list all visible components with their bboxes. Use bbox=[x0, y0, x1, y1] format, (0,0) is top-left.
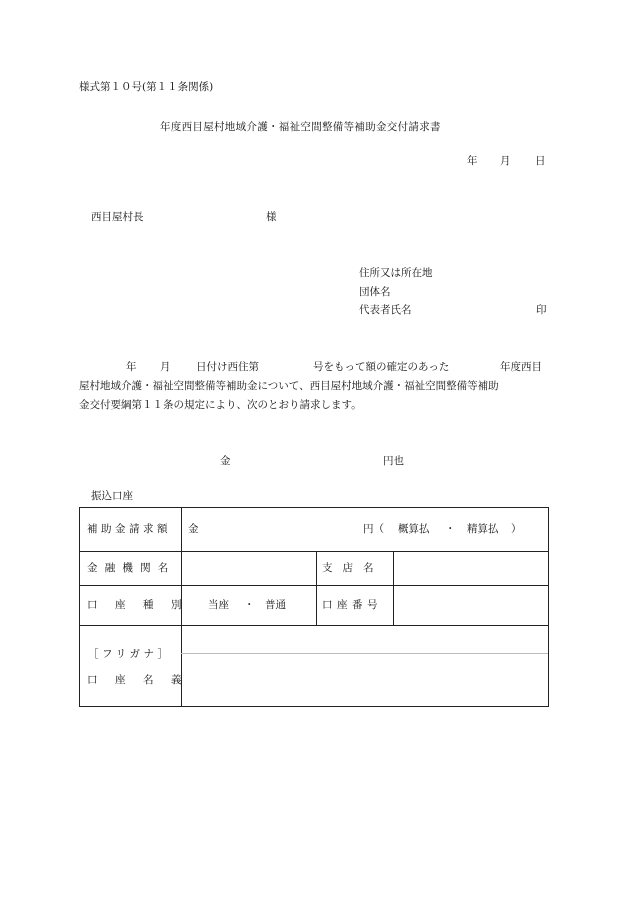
date-day: 日 bbox=[535, 155, 546, 167]
account-type-ordinary[interactable]: 普通 bbox=[265, 599, 286, 611]
body-number-text: 号をもって額の確定のあった bbox=[313, 361, 450, 373]
final-payment-option[interactable]: 精算払 bbox=[467, 523, 499, 535]
date-year: 年 bbox=[467, 155, 478, 167]
furigana-label: ［フリガナ］ bbox=[88, 648, 172, 660]
bank-name-label: 金融機関名 bbox=[87, 562, 176, 574]
body-date-text: 日付け西住第 bbox=[196, 361, 259, 373]
table-row-divider bbox=[80, 585, 548, 586]
request-amount-yen[interactable]: 円（ bbox=[363, 523, 384, 535]
close-paren: ） bbox=[511, 523, 522, 535]
account-type-label: 口座種別 bbox=[87, 599, 199, 611]
amount-suffix: 円也 bbox=[383, 455, 404, 467]
table-row-divider bbox=[80, 625, 548, 626]
form-number: 様式第１０号(第１１条関係) bbox=[79, 81, 214, 93]
bank-account-table bbox=[79, 507, 549, 707]
account-type-separator: ・ bbox=[244, 599, 255, 611]
date-month: 月 bbox=[500, 155, 511, 167]
seal-mark: 印 bbox=[536, 304, 547, 316]
organization-label: 団体名 bbox=[359, 286, 391, 298]
body-fiscal-year-text: 年度西目 bbox=[500, 361, 542, 373]
addressee-name: 西目屋村長 bbox=[91, 211, 144, 223]
document-title: 年度西目屋村地域介護・福祉空間整備等補助金交付請求書 bbox=[160, 121, 441, 133]
table-column-divider bbox=[393, 551, 394, 625]
address-label: 住所又は所在地 bbox=[359, 267, 433, 279]
account-type-current[interactable]: 当座 bbox=[208, 599, 229, 611]
estimated-payment-option[interactable]: 概算払 bbox=[398, 523, 430, 535]
body-year: 年 bbox=[126, 361, 137, 373]
table-column-divider bbox=[316, 551, 317, 625]
amount-prefix: 金 bbox=[220, 455, 231, 467]
payment-option-separator: ・ bbox=[445, 523, 456, 535]
furigana-divider bbox=[181, 653, 548, 654]
addressee-honorific: 様 bbox=[266, 211, 277, 223]
account-holder-label: 口座名義 bbox=[87, 674, 199, 686]
account-number-label: 口座番号 bbox=[322, 599, 382, 611]
branch-name-label: 支店名 bbox=[322, 562, 384, 574]
account-heading: 振込口座 bbox=[91, 490, 133, 502]
body-line-3: 金交付要綱第１１条の規定により、次のとおり請求します。 bbox=[79, 399, 362, 411]
request-amount-prefix: 金 bbox=[188, 523, 199, 535]
request-amount-label: 補助金請求額 bbox=[87, 523, 171, 535]
representative-label: 代表者氏名 bbox=[359, 304, 412, 316]
table-row-divider bbox=[80, 551, 548, 552]
body-line-2: 屋村地域介護・福祉空間整備等補助金について、西目屋村地域介護・福祉空間整備等補助 bbox=[79, 380, 499, 392]
body-month: 月 bbox=[160, 361, 171, 373]
